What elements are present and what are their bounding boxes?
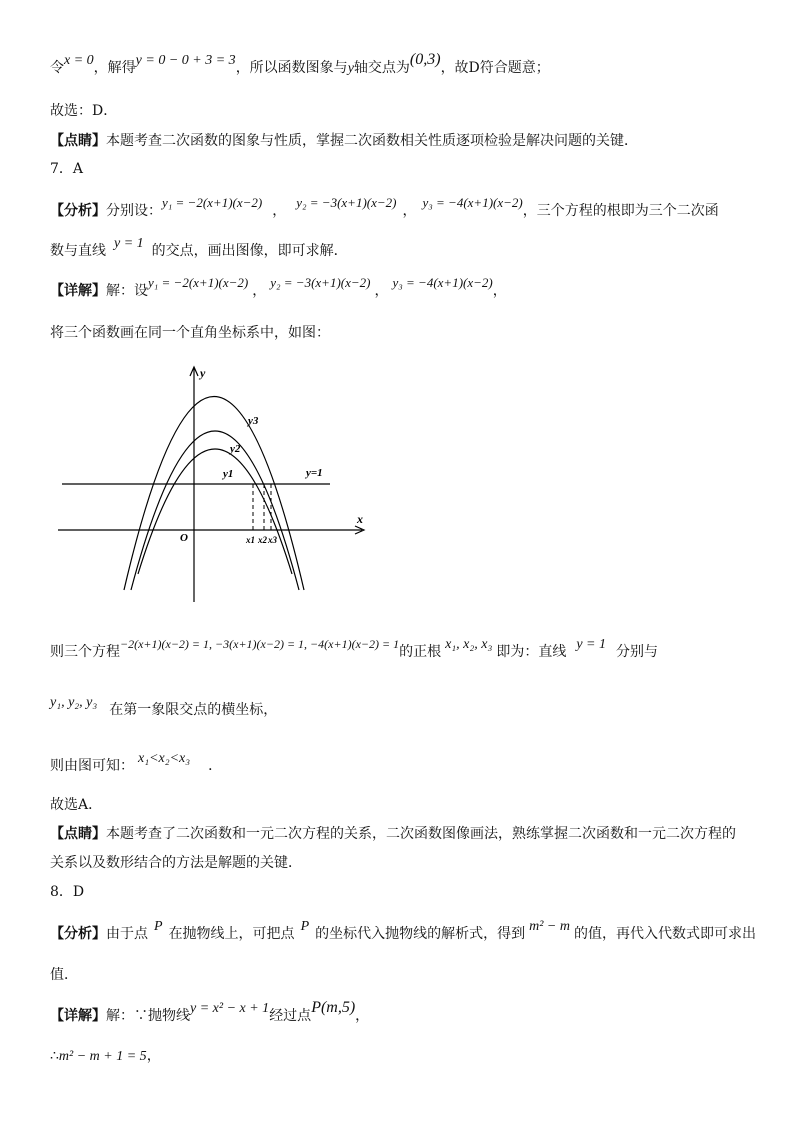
root-label-x2: x2: [258, 535, 267, 545]
text-line: 【点睛】本题考查二次函数的图象与性质，掌握二次函数相关性质逐项检验是解决问题的关键．: [50, 133, 638, 149]
text-line: ∴m² − m + 1 = 5，: [50, 1048, 161, 1064]
curve-label-y1: y1: [223, 468, 234, 480]
line-label: y=1: [306, 467, 323, 479]
math-expression: m² − m + 1 = 5: [58, 1049, 147, 1064]
root-label-x1: x1: [246, 535, 255, 545]
math-expression: y = 1: [576, 637, 607, 652]
text-line: 【分析】分别设：y₁ = −2(x+1)(x−2)，y₂ = −3(x+1)(x−2)，y₃ = −4(x+1)(x−2)，三个方程的根即为三个二次函: [50, 195, 719, 219]
math-expression: y: [347, 61, 354, 76]
math-expression: y = x² − x + 1: [190, 1001, 270, 1016]
text-line: 令x = 0，解得y = 0 − 0 + 3 = 3，所以函数图象与y轴交点为(0,3)，故D符合题意；: [50, 51, 550, 76]
curve-y3: [124, 397, 304, 591]
section-label: 【详解】: [50, 1008, 106, 1024]
text-line: 数与直线 y = 1 的交点，画出图像，即可求解．: [50, 236, 348, 259]
text-line: 【详解】解：∵抛物线y = x² − x + 1经过点P(m,5)，: [50, 999, 370, 1024]
math-expression: x₁, x₂, x₃: [445, 637, 493, 652]
section-label: 【点睛】: [50, 133, 106, 149]
text-line: 值．: [50, 967, 78, 983]
text-line: 将三个函数画在同一个直角坐标系中，如图：: [50, 325, 330, 341]
section-label: 【分析】: [50, 926, 106, 942]
math-expression: y₁, y₂, y₃: [50, 695, 98, 710]
question-number: 8．D: [50, 884, 85, 900]
curve-label-y2: y2: [230, 443, 241, 455]
math-expression: y₂ = −3(x+1)(x−2): [270, 275, 371, 290]
math-expression: P: [154, 919, 163, 934]
text-line: 【点睛】本题考查了二次函数和一元二次方程的关系，二次函数图像画法，熟练掌握二次函数和一元二次方程的: [50, 826, 736, 842]
question-number: 7．A: [50, 161, 84, 177]
math-expression: y₁ = −2(x+1)(x−2): [148, 275, 249, 290]
origin-label: O: [180, 532, 188, 544]
section-label: 【详解】: [50, 283, 106, 299]
math-expression: −2(x+1)(x−2) = 1, −3(x+1)(x−2) = 1, −4(x+1)(x−2) = 1: [120, 637, 400, 651]
math-expression: x = 0: [64, 53, 94, 68]
math-expression: P: [300, 919, 310, 934]
math-expression: y = 0 − 0 + 3 = 3: [135, 53, 236, 68]
text-line: 【详解】解：设y₁ = −2(x+1)(x−2)，y₂ = −3(x+1)(x−2)，y₃ = −4(x+1)(x−2)，: [50, 275, 507, 299]
math-expression: y₂ = −3(x+1)(x−2): [296, 195, 397, 210]
curve-y2: [131, 431, 299, 590]
x-axis-label: x: [357, 512, 363, 526]
y-axis-label: y: [200, 366, 206, 380]
math-expression: y₃ = −4(x+1)(x−2): [422, 195, 523, 210]
root-label-x3: x3: [268, 535, 277, 545]
curve-label-y3: y3: [248, 415, 259, 427]
section-label: 【点睛】: [50, 826, 106, 842]
text-line: 关系以及数形结合的方法是解题的关键．: [50, 855, 302, 871]
text-line: 则三个方程−2(x+1)(x−2) = 1, −3(x+1)(x−2) = 1, −4(x+1)(x−2) = 1的正根 x₁, x₂, x₃ 即为：直线 y = 1 分别与: [50, 637, 659, 660]
text-line: 故选A．: [50, 797, 103, 813]
math-expression: (0,3): [409, 51, 441, 68]
section-label: 【分析】: [50, 203, 106, 219]
math-expression: P(m,5): [311, 999, 356, 1016]
math-expression: y₃ = −4(x+1)(x−2): [392, 275, 493, 290]
text-line: 【分析】由于点 P 在抛物线上，可把点 P 的坐标代入抛物线的解析式，得到 m² − m 的值，再代入代数式即可求出: [50, 919, 756, 942]
text-line: y₁, y₂, y₃ 在第一象限交点的横坐标，: [50, 695, 278, 718]
math-expression: y = 1: [114, 236, 144, 251]
math-expression: m² − m: [529, 919, 570, 934]
text-line: 则由图可知： x₁<x₂<x₃ ．: [50, 751, 223, 774]
math-expression: y₁ = −2(x+1)(x−2): [162, 195, 263, 210]
parabola-graph: [0, 358, 800, 618]
text-line: 故选：D．: [50, 103, 118, 119]
math-expression: x₁<x₂<x₃: [138, 751, 191, 766]
